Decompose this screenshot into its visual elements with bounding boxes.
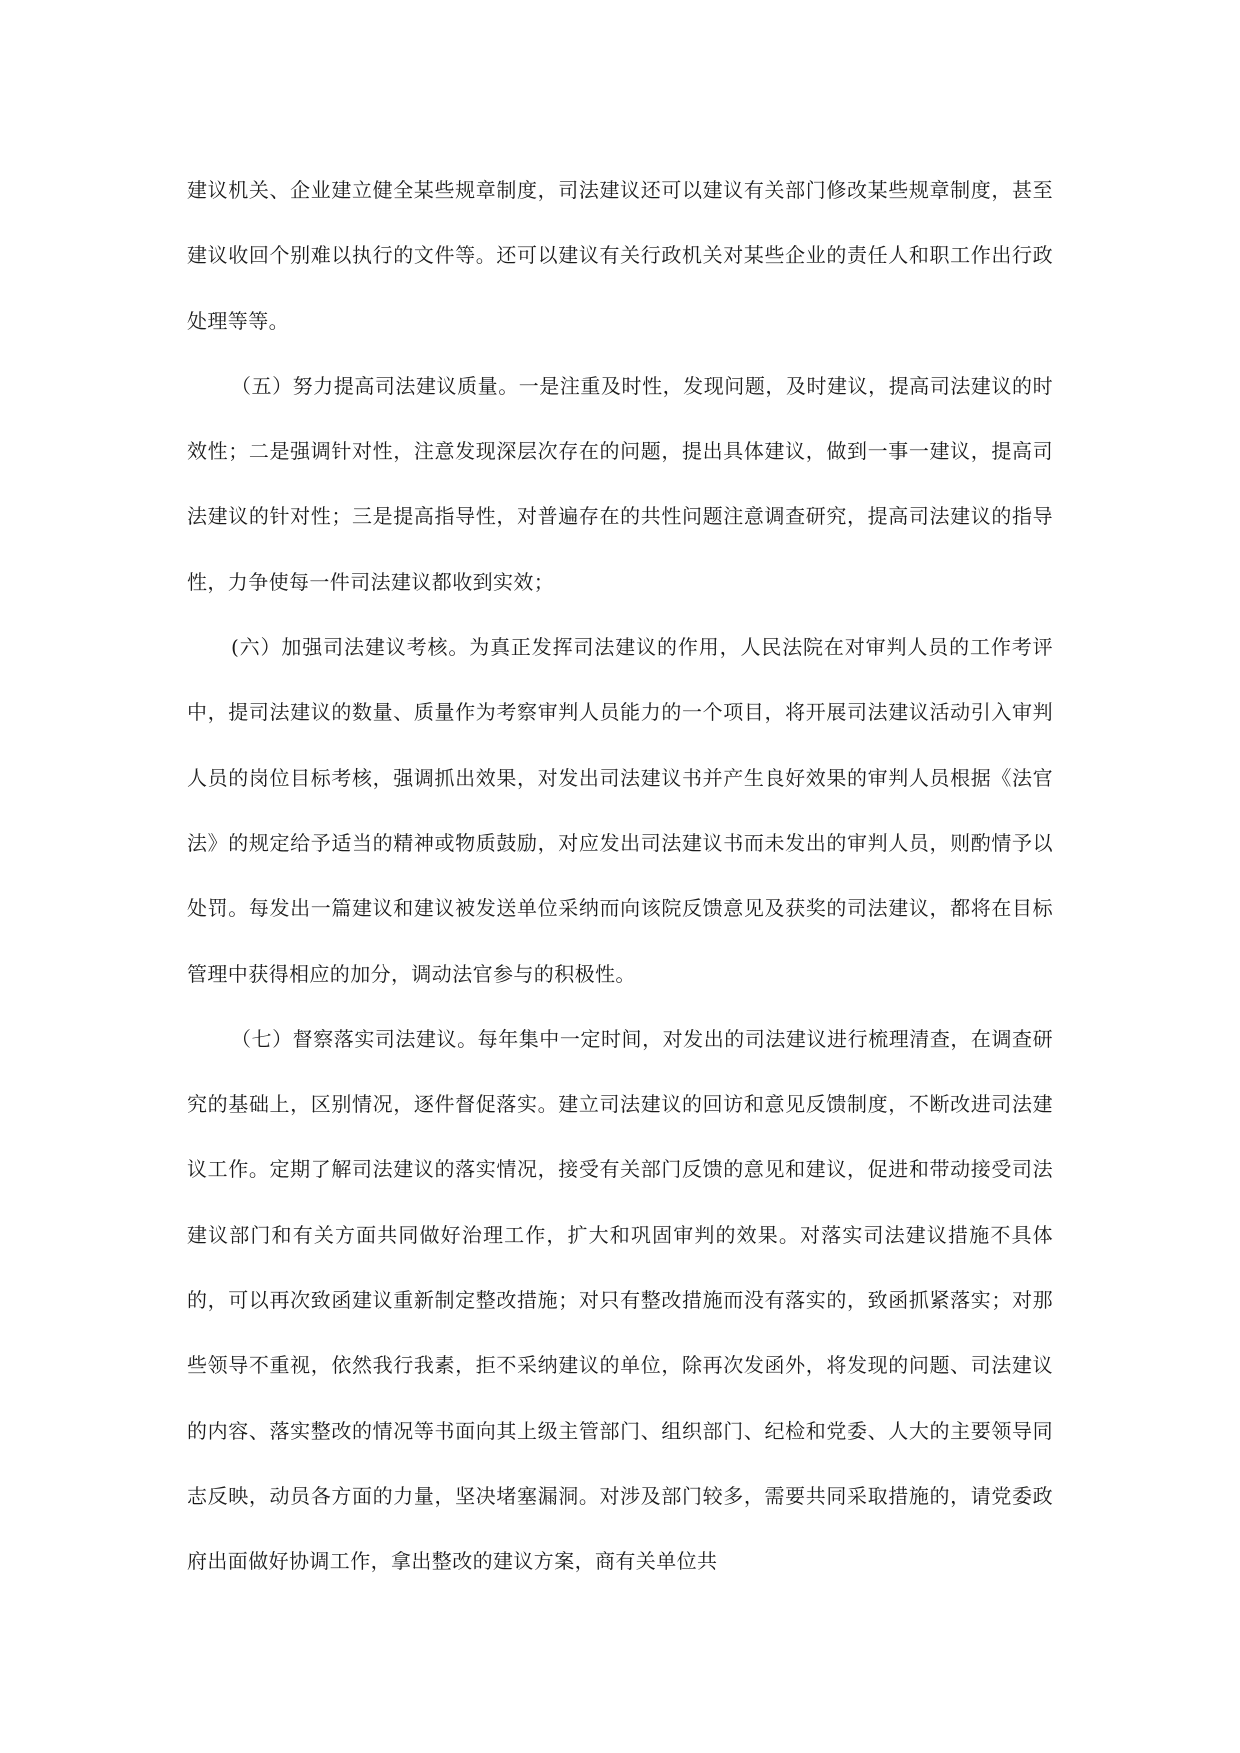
paragraph-section-5: （五）努力提高司法建议质量。一是注重及时性，发现问题，及时建议，提高司法建议的时效性；二是强调针对性，注意发现深层次存在的问题，提出具体建议，做到一事一建议，提高司法建议的针对性；三是提高指导性，对普遍存在的共性问题注意调查研究，提高司法建议的指导性，力争使每一件司法建议都收到实效； xyxy=(187,373,1053,594)
paragraph-section-6: (六）加强司法建议考核。为真正发挥司法建议的作用，人民法院在对审判人员的工作考评中，提司法建议的数量、质量作为考察审判人员能力的一个项目，将开展司法建议活动引入审判人员的岗位目标考核，强调抓出效果，对发出司法建议书并产生良好效果的审判人员根据《法官法》的规定给予适当的精神或物质鼓励，对应发出司法建议书而未发出的审判人员，则酌情予以处罚。每发出一篇建议和建议被发送单位采纳而向该院反馈意见及获奖的司法建议，都将在目标管理中获得相应的加分，调动法官参与的积极性。 xyxy=(187,635,1053,986)
paragraph-section-7: （七）督察落实司法建议。每年集中一定时间，对发出的司法建议进行梳理清查，在调查研究的基础上，区别情况，逐件督促落实。建立司法建议的回访和意见反馈制度，不断改进司法建议工作。定期了解司法建议的落实情况，接受有关部门反馈的意见和建议，促进和带动接受司法建议部门和有关方面共同做好治理工作，扩大和巩固审判的效果。对落实司法建议措施不具体的，可以再次致函建议重新制定整改措施；对只有整改措施而没有落实的，致函抓紧落实；对那些领导不重视，依然我行我素，拒不采纳建议的单位，除再次发函外，将发现的问题、司法建议的内容、落实整改的情况等书面向其上级主管部门、组织部门、纪检和党委、人大的主要领导同志反映，动员各方面的力量，坚决堵塞漏洞。对涉及部门较多，需要共同采取措施的，请党委政府出面做好协调工作，拿出整改的建议方案，商有关单位共 xyxy=(187,1026,1053,1574)
document-page xyxy=(187,158,1053,1595)
paragraph-continuation: 建议机关、企业建立健全某些规章制度，司法建议还可以建议有关部门修改某些规章制度，甚至建议收回个别难以执行的文件等。还可以建议有关行政机关对某些企业的责任人和职工作出行政处理等等。 xyxy=(187,178,1053,333)
